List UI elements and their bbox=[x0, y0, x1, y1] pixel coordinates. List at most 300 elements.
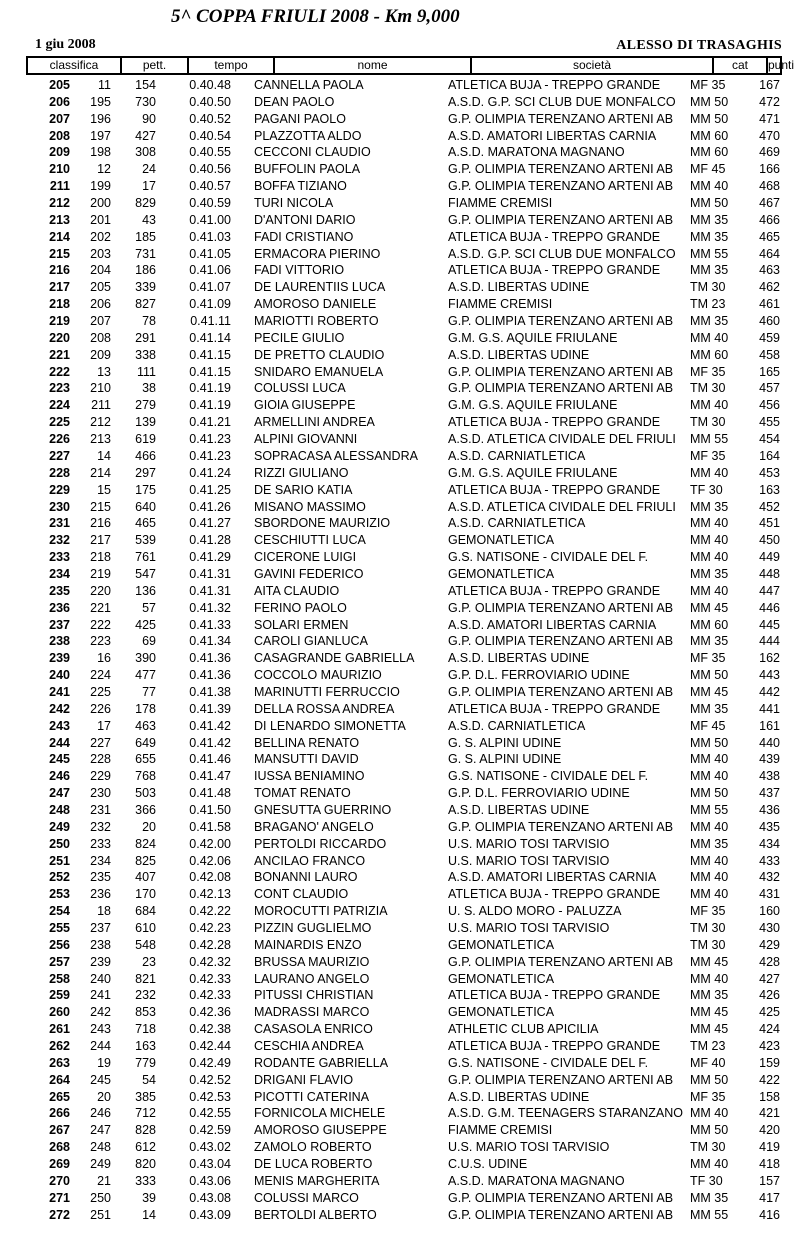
row-club: ATLETICA BUJA - TREPPO GRANDE bbox=[448, 263, 661, 278]
table-row bbox=[0, 144, 800, 161]
row-position: 221 bbox=[49, 347, 70, 362]
table-row bbox=[0, 1139, 800, 1156]
row-name: MARINUTTI FERRUCCIO bbox=[254, 684, 400, 699]
row-time: 0.43.04 bbox=[189, 1157, 231, 1172]
row-time: 0.43.08 bbox=[189, 1190, 231, 1205]
row-category: MF 45 bbox=[690, 718, 726, 733]
row-name: AITA CLAUDIO bbox=[254, 583, 340, 598]
row-club: G.P. OLIMPIA TERENZANO ARTENI AB bbox=[448, 819, 674, 834]
row-category: MM 35 bbox=[690, 836, 729, 851]
row-position: 206 bbox=[49, 94, 70, 109]
row-name: D'ANTONI DARIO bbox=[254, 212, 356, 227]
row-points: 423 bbox=[759, 1039, 780, 1054]
row-bib: 14 bbox=[142, 1207, 156, 1222]
row-category-rank: 230 bbox=[90, 786, 111, 801]
row-category: MM 50 bbox=[690, 1072, 729, 1087]
row-bib: 477 bbox=[135, 668, 156, 683]
table-row bbox=[0, 1207, 800, 1224]
table-row bbox=[0, 364, 800, 381]
table-row bbox=[0, 819, 800, 836]
row-category: MM 50 bbox=[690, 668, 729, 683]
row-category-rank: 243 bbox=[90, 1022, 111, 1037]
row-category: MM 40 bbox=[690, 819, 729, 834]
row-time: 0.42.00 bbox=[189, 836, 231, 851]
row-position: 248 bbox=[49, 802, 70, 817]
row-bib: 39 bbox=[142, 1190, 156, 1205]
row-time: 0.41.27 bbox=[189, 516, 231, 531]
row-category-rank: 240 bbox=[90, 971, 111, 986]
table-row bbox=[0, 347, 800, 364]
row-category-rank: 247 bbox=[90, 1123, 111, 1138]
row-category-rank: 244 bbox=[90, 1039, 111, 1054]
row-time: 0.40.57 bbox=[189, 179, 231, 194]
row-category-rank: 215 bbox=[90, 499, 111, 514]
row-points: 436 bbox=[759, 802, 780, 817]
header-cat: cat bbox=[714, 58, 768, 73]
table-row bbox=[0, 296, 800, 313]
row-position: 227 bbox=[49, 448, 70, 463]
row-category: TM 30 bbox=[690, 381, 726, 396]
row-time: 0.41.34 bbox=[189, 634, 231, 649]
row-time: 0.41.38 bbox=[189, 684, 231, 699]
row-category-rank: 235 bbox=[90, 870, 111, 885]
row-category: MM 35 bbox=[690, 263, 729, 278]
row-name: TOMAT RENATO bbox=[254, 786, 351, 801]
row-category-rank: 197 bbox=[90, 128, 111, 143]
row-category: MM 55 bbox=[690, 432, 729, 447]
row-category-rank: 17 bbox=[97, 718, 111, 733]
row-name: CONT CLAUDIO bbox=[254, 887, 349, 902]
row-name: COLUSSI MARCO bbox=[254, 1190, 359, 1205]
row-category: MM 60 bbox=[690, 145, 729, 160]
row-category: MM 60 bbox=[690, 347, 729, 362]
row-bib: 170 bbox=[135, 887, 156, 902]
row-club: ATLETICA BUJA - TREPPO GRANDE bbox=[448, 229, 661, 244]
row-time: 0.42.59 bbox=[189, 1123, 231, 1138]
row-position: 255 bbox=[49, 921, 70, 935]
row-club: ATLETICA BUJA - TREPPO GRANDE bbox=[448, 482, 661, 497]
table-row bbox=[0, 549, 800, 566]
row-category-rank: 220 bbox=[90, 583, 111, 598]
row-time: 0.42.44 bbox=[189, 1039, 231, 1054]
table-row bbox=[0, 1122, 800, 1139]
row-position: 264 bbox=[49, 1072, 70, 1087]
row-category-rank: 212 bbox=[90, 415, 111, 430]
row-club: FIAMME CREMISI bbox=[448, 297, 553, 312]
row-position: 235 bbox=[49, 583, 70, 598]
table-row bbox=[0, 836, 800, 853]
row-name: RODANTE GABRIELLA bbox=[254, 1055, 389, 1070]
row-time: 0.41.46 bbox=[189, 752, 231, 767]
row-position: 247 bbox=[49, 786, 70, 801]
row-category-rank: 228 bbox=[90, 752, 111, 767]
row-category-rank: 209 bbox=[90, 347, 111, 362]
row-category: MM 45 bbox=[690, 600, 729, 615]
row-points: 429 bbox=[759, 937, 780, 952]
row-time: 0.41.26 bbox=[189, 499, 231, 514]
document-title: 5^ COPPA FRIULI 2008 - Km 9,000 bbox=[171, 6, 460, 27]
table-row bbox=[0, 212, 800, 229]
row-time: 0.40.54 bbox=[189, 128, 231, 143]
row-position: 260 bbox=[49, 1005, 70, 1020]
table-row bbox=[0, 1072, 800, 1089]
row-position: 245 bbox=[49, 752, 70, 767]
row-name: SOLARI ERMEN bbox=[254, 617, 349, 632]
row-bib: 820 bbox=[135, 1157, 156, 1172]
row-time: 0.42.38 bbox=[189, 1022, 231, 1037]
table-row bbox=[0, 1173, 800, 1190]
row-points: 164 bbox=[759, 448, 780, 463]
row-position: 213 bbox=[49, 212, 70, 227]
row-category-rank: 203 bbox=[90, 246, 111, 261]
table-row bbox=[0, 1190, 800, 1207]
row-category-rank: 19 bbox=[97, 1055, 111, 1070]
row-category: MM 45 bbox=[690, 1022, 729, 1037]
row-club: C.U.S. UDINE bbox=[448, 1157, 528, 1172]
row-bib: 43 bbox=[142, 212, 156, 227]
row-club: ATLETICA BUJA - TREPPO GRANDE bbox=[448, 1039, 661, 1054]
table-row bbox=[0, 448, 800, 465]
row-category: MM 40 bbox=[690, 1157, 729, 1172]
row-category: MM 35 bbox=[690, 212, 729, 227]
row-time: 0.41.14 bbox=[189, 330, 231, 345]
row-position: 209 bbox=[49, 145, 70, 160]
row-club: G.P. D.L. FERROVIARIO UDINE bbox=[448, 786, 630, 801]
header-punti: punti bbox=[768, 58, 795, 72]
row-category-rank: 200 bbox=[90, 196, 111, 211]
table-row bbox=[0, 667, 800, 684]
table-row bbox=[0, 380, 800, 397]
row-position: 243 bbox=[49, 718, 70, 733]
row-club: U.S. MARIO TOSI TARVISIO bbox=[448, 1140, 610, 1155]
row-name: CAROLI GIANLUCA bbox=[254, 634, 368, 649]
row-name: MADRASSI MARCO bbox=[254, 1005, 370, 1020]
row-time: 0.41.09 bbox=[189, 297, 231, 312]
table-row bbox=[0, 650, 800, 667]
header-nome: nome bbox=[275, 58, 472, 73]
table-row bbox=[0, 987, 800, 1004]
row-time: 0.41.42 bbox=[189, 735, 231, 750]
row-bib: 69 bbox=[142, 634, 156, 649]
row-position: 252 bbox=[49, 870, 70, 885]
row-time: 0.43.09 bbox=[189, 1207, 231, 1222]
row-time: 0.43.02 bbox=[189, 1140, 231, 1155]
row-points: 426 bbox=[759, 988, 780, 1003]
row-position: 246 bbox=[49, 769, 70, 784]
table-row bbox=[0, 566, 800, 583]
row-bib: 718 bbox=[135, 1022, 156, 1037]
row-name: GIOIA GIUSEPPE bbox=[254, 398, 356, 413]
row-position: 224 bbox=[49, 398, 70, 413]
row-time: 0.42.22 bbox=[189, 904, 231, 919]
row-points: 458 bbox=[759, 347, 780, 362]
row-category: MF 35 bbox=[690, 1089, 726, 1104]
row-club: GEMONATLETICA bbox=[448, 1005, 555, 1020]
row-points: 470 bbox=[759, 128, 780, 143]
row-position: 259 bbox=[49, 988, 70, 1003]
table-row bbox=[0, 937, 800, 954]
row-points: 472 bbox=[759, 94, 780, 109]
row-category: MM 35 bbox=[690, 634, 729, 649]
row-position: 237 bbox=[49, 617, 70, 632]
row-category: TM 30 bbox=[690, 1140, 726, 1155]
table-row bbox=[0, 684, 800, 701]
table-row bbox=[0, 583, 800, 600]
row-bib: 366 bbox=[135, 802, 156, 817]
table-row bbox=[0, 431, 800, 448]
row-points: 455 bbox=[759, 415, 780, 430]
row-club: G.P. OLIMPIA TERENZANO ARTENI AB bbox=[448, 1207, 674, 1222]
row-position: 263 bbox=[49, 1055, 70, 1070]
row-category-rank: 249 bbox=[90, 1157, 111, 1172]
row-position: 228 bbox=[49, 465, 70, 480]
row-club: ATLETICA BUJA - TREPPO GRANDE bbox=[448, 988, 661, 1003]
table-row bbox=[0, 1089, 800, 1106]
row-points: 460 bbox=[759, 314, 780, 329]
row-points: 461 bbox=[759, 297, 780, 312]
row-bib: 503 bbox=[135, 786, 156, 801]
row-time: 0.41.00 bbox=[189, 212, 231, 227]
row-club: A.S.D. AMATORI LIBERTAS CARNIA bbox=[448, 870, 657, 885]
row-position: 233 bbox=[49, 550, 70, 565]
row-position: 258 bbox=[49, 971, 70, 986]
row-points: 446 bbox=[759, 600, 780, 615]
row-category-rank: 199 bbox=[90, 179, 111, 194]
row-category: TM 30 bbox=[690, 280, 726, 295]
row-bib: 24 bbox=[142, 162, 156, 177]
row-name: PAGANI PAOLO bbox=[254, 111, 346, 126]
table-header bbox=[26, 56, 795, 75]
row-club: GEMONATLETICA bbox=[448, 533, 555, 548]
row-club: G. S. ALPINI UDINE bbox=[448, 735, 562, 750]
row-club: G.P. OLIMPIA TERENZANO ARTENI AB bbox=[448, 212, 674, 227]
row-points: 166 bbox=[759, 162, 780, 177]
row-category: MF 35 bbox=[690, 448, 726, 463]
row-name: ANCILAO FRANCO bbox=[254, 853, 366, 868]
row-category: MM 35 bbox=[690, 1190, 729, 1205]
row-name: CESCHIUTTI LUCA bbox=[254, 533, 366, 548]
table-row bbox=[0, 229, 800, 246]
row-category: MM 40 bbox=[690, 853, 729, 868]
row-category: MF 35 bbox=[690, 364, 726, 379]
row-position: 270 bbox=[49, 1173, 70, 1188]
row-time: 0.41.15 bbox=[189, 347, 231, 362]
row-club: A.S.D. LIBERTAS UDINE bbox=[448, 280, 590, 295]
row-name: CANNELLA PAOLA bbox=[254, 78, 364, 92]
row-bib: 390 bbox=[135, 651, 156, 666]
row-time: 0.41.23 bbox=[189, 448, 231, 463]
row-bib: 712 bbox=[135, 1106, 156, 1121]
row-bib: 57 bbox=[142, 600, 156, 615]
row-points: 451 bbox=[759, 516, 780, 531]
header-societa: società bbox=[472, 58, 714, 73]
row-bib: 640 bbox=[135, 499, 156, 514]
row-category-rank: 20 bbox=[97, 1089, 111, 1104]
row-club: G.M. G.S. AQUILE FRIULANE bbox=[448, 398, 618, 413]
row-club: GEMONATLETICA bbox=[448, 971, 555, 986]
row-points: 428 bbox=[759, 954, 780, 969]
row-category: MM 35 bbox=[690, 314, 729, 329]
row-name: DE SARIO KATIA bbox=[254, 482, 353, 497]
row-name: PIZZIN GUGLIELMO bbox=[254, 921, 372, 935]
row-points: 440 bbox=[759, 735, 780, 750]
table-row bbox=[0, 1021, 800, 1038]
row-category-rank: 196 bbox=[90, 111, 111, 126]
row-time: 0.41.31 bbox=[189, 566, 231, 581]
row-club: G.P. OLIMPIA TERENZANO ARTENI AB bbox=[448, 162, 674, 177]
row-position: 267 bbox=[49, 1123, 70, 1138]
row-points: 462 bbox=[759, 280, 780, 295]
row-position: 266 bbox=[49, 1106, 70, 1121]
row-name: DELLA ROSSA ANDREA bbox=[254, 701, 395, 716]
row-category-rank: 248 bbox=[90, 1140, 111, 1155]
row-club: G.P. OLIMPIA TERENZANO ARTENI AB bbox=[448, 314, 674, 329]
row-bib: 279 bbox=[135, 398, 156, 413]
row-name: CASAGRANDE GABRIELLA bbox=[254, 651, 415, 666]
row-name: AMOROSO GIUSEPPE bbox=[254, 1123, 387, 1138]
row-time: 0.41.07 bbox=[189, 280, 231, 295]
row-time: 0.41.03 bbox=[189, 229, 231, 244]
row-time: 0.41.19 bbox=[189, 398, 231, 413]
table-row bbox=[0, 161, 800, 178]
table-row bbox=[0, 414, 800, 431]
row-bib: 339 bbox=[135, 280, 156, 295]
row-time: 0.43.06 bbox=[189, 1173, 231, 1188]
row-name: BUFFOLIN PAOLA bbox=[254, 162, 361, 177]
row-bib: 54 bbox=[142, 1072, 156, 1087]
row-points: 438 bbox=[759, 769, 780, 784]
row-name: SBORDONE MAURIZIO bbox=[254, 516, 391, 531]
row-bib: 649 bbox=[135, 735, 156, 750]
row-name: GAVINI FEDERICO bbox=[254, 566, 364, 581]
table-row bbox=[0, 1055, 800, 1072]
row-category: TM 30 bbox=[690, 921, 726, 935]
row-bib: 825 bbox=[135, 853, 156, 868]
row-bib: 154 bbox=[135, 78, 156, 92]
row-club: U. S. ALDO MORO - PALUZZA bbox=[448, 904, 622, 919]
table-row bbox=[0, 246, 800, 263]
table-row bbox=[0, 465, 800, 482]
row-position: 205 bbox=[49, 78, 70, 92]
row-club: A.S.D. CARNIATLETICA bbox=[448, 448, 586, 463]
table-row bbox=[0, 920, 800, 937]
row-category: MM 55 bbox=[690, 802, 729, 817]
row-time: 0.42.13 bbox=[189, 887, 231, 902]
row-points: 465 bbox=[759, 229, 780, 244]
row-category-rank: 210 bbox=[90, 381, 111, 396]
row-category-rank: 208 bbox=[90, 330, 111, 345]
row-category-rank: 227 bbox=[90, 735, 111, 750]
row-bib: 407 bbox=[135, 870, 156, 885]
row-points: 157 bbox=[759, 1173, 780, 1188]
row-name: BONANNI LAURO bbox=[254, 870, 358, 885]
table-row bbox=[0, 1038, 800, 1055]
row-name: FERINO PAOLO bbox=[254, 600, 347, 615]
row-club: U.S. MARIO TOSI TARVISIO bbox=[448, 853, 610, 868]
row-time: 0.41.42 bbox=[189, 718, 231, 733]
row-time: 0.41.19 bbox=[189, 381, 231, 396]
row-club: G.P. D.L. FERROVIARIO UDINE bbox=[448, 668, 630, 683]
row-bib: 38 bbox=[142, 381, 156, 396]
row-time: 0.40.50 bbox=[189, 94, 231, 109]
table-row bbox=[0, 313, 800, 330]
table-row bbox=[0, 971, 800, 988]
row-category-rank: 241 bbox=[90, 988, 111, 1003]
row-club: ATLETICA BUJA - TREPPO GRANDE bbox=[448, 701, 661, 716]
row-club: GEMONATLETICA bbox=[448, 937, 555, 952]
row-category-rank: 207 bbox=[90, 314, 111, 329]
table-row bbox=[0, 785, 800, 802]
row-club: G.S. NATISONE - CIVIDALE DEL F. bbox=[448, 1055, 649, 1070]
row-time: 0.41.28 bbox=[189, 533, 231, 548]
row-position: 216 bbox=[49, 263, 70, 278]
row-category-rank: 232 bbox=[90, 819, 111, 834]
row-position: 219 bbox=[49, 314, 70, 329]
row-category-rank: 223 bbox=[90, 634, 111, 649]
row-position: 265 bbox=[49, 1089, 70, 1104]
row-points: 441 bbox=[759, 701, 780, 716]
row-time: 0.41.24 bbox=[189, 465, 231, 480]
table-row bbox=[0, 499, 800, 516]
row-club: G.P. OLIMPIA TERENZANO ARTENI AB bbox=[448, 111, 674, 126]
table-row bbox=[0, 954, 800, 971]
row-club: A.S.D. LIBERTAS UDINE bbox=[448, 347, 590, 362]
row-bib: 338 bbox=[135, 347, 156, 362]
row-points: 424 bbox=[759, 1022, 780, 1037]
header-tempo: tempo bbox=[189, 58, 275, 73]
row-time: 0.41.33 bbox=[189, 617, 231, 632]
row-points: 435 bbox=[759, 819, 780, 834]
row-time: 0.42.33 bbox=[189, 988, 231, 1003]
row-club: A.S.D. CARNIATLETICA bbox=[448, 718, 586, 733]
row-time: 0.42.36 bbox=[189, 1005, 231, 1020]
row-category: MM 50 bbox=[690, 94, 729, 109]
row-category-rank: 229 bbox=[90, 769, 111, 784]
row-name: BRAGANO' ANGELO bbox=[254, 819, 374, 834]
row-category: MM 50 bbox=[690, 111, 729, 126]
row-bib: 548 bbox=[135, 937, 156, 952]
row-position: 214 bbox=[49, 229, 70, 244]
row-category-rank: 198 bbox=[90, 145, 111, 160]
row-club: G.P. OLIMPIA TERENZANO ARTENI AB bbox=[448, 1072, 674, 1087]
row-time: 0.42.55 bbox=[189, 1106, 231, 1121]
row-position: 218 bbox=[49, 297, 70, 312]
row-bib: 20 bbox=[142, 819, 156, 834]
row-time: 0.41.39 bbox=[189, 701, 231, 716]
row-points: 450 bbox=[759, 533, 780, 548]
row-points: 165 bbox=[759, 364, 780, 379]
row-time: 0.42.32 bbox=[189, 954, 231, 969]
row-category: MM 40 bbox=[690, 550, 729, 565]
row-position: 238 bbox=[49, 634, 70, 649]
row-name: ARMELLINI ANDREA bbox=[254, 415, 375, 430]
row-club: A.S.D. ATLETICA CIVIDALE DEL FRIULI bbox=[448, 432, 676, 447]
row-category: MM 50 bbox=[690, 1123, 729, 1138]
row-position: 257 bbox=[49, 954, 70, 969]
table-row bbox=[0, 1156, 800, 1173]
row-points: 427 bbox=[759, 971, 780, 986]
row-name: GNESUTTA GUERRINO bbox=[254, 802, 392, 817]
row-bib: 779 bbox=[135, 1055, 156, 1070]
row-name: MAINARDIS ENZO bbox=[254, 937, 362, 952]
row-bib: 77 bbox=[142, 684, 156, 699]
row-position: 207 bbox=[49, 111, 70, 126]
row-points: 421 bbox=[759, 1106, 780, 1121]
row-name: CASASOLA ENRICO bbox=[254, 1022, 373, 1037]
table-row bbox=[0, 802, 800, 819]
row-time: 0.41.58 bbox=[189, 819, 231, 834]
row-position: 215 bbox=[49, 246, 70, 261]
